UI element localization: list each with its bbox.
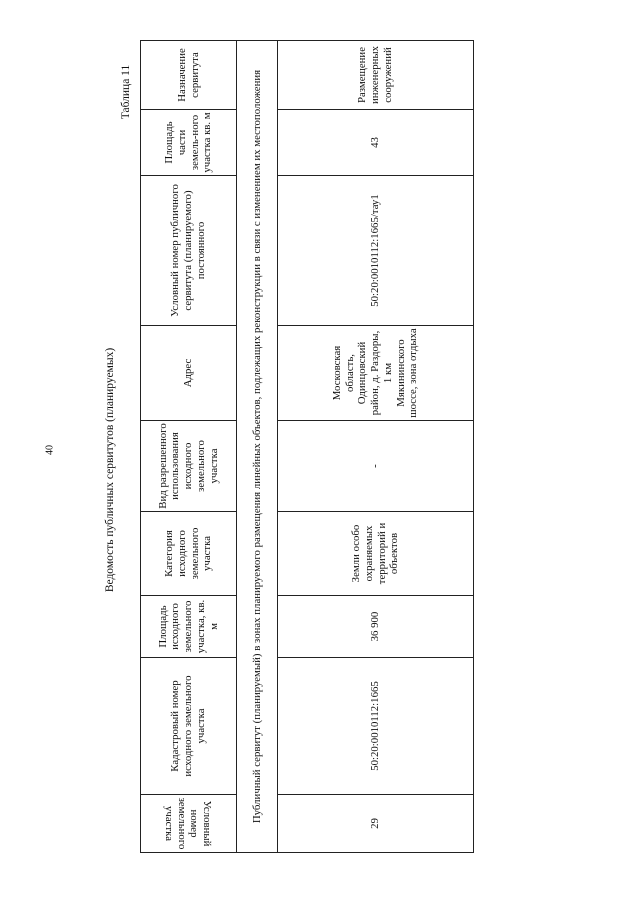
cell-part-area: 43 [278,110,474,176]
header-permitted-use: Вид разрешенного использования исходного земельного участка [141,421,237,512]
table-label: Таблица 11 [120,64,132,120]
table-row [278,41,474,853]
cell-address: Московская область, Одинцовский район, д. Раздоры, 1 км Мякининского шоссе, зона отдыха [278,326,474,421]
table-header-row [141,41,237,853]
header-servitude-number: Условный номер публичного сервитута (планируемого) постоянного [141,176,237,326]
cell-plot-area: 36 900 [278,596,474,658]
header-land-category: Категория исходного земельного участка [141,512,237,596]
cell-land-category: Земли особо охраняемых территорий и объектов [278,512,474,596]
header-part-area: Площадь части земель-ного участка кв. м [141,110,237,176]
servitude-table-container [140,41,470,853]
header-address: Адрес [141,326,237,421]
cell-cadastral-number: 50:20:0010112:1665 [278,658,474,795]
page-number: 40 [44,445,56,455]
document-title: Ведомость публичных сервитутов (планируемых) [104,347,116,593]
servitude-table [140,40,474,853]
cell-permitted-use: - [278,421,474,512]
header-plot-number: Условный номер земельного участка [141,795,237,853]
section-row [237,41,278,853]
cell-servitude-purpose: Размещение инженерных сооружений [278,41,474,110]
header-cadastral-number: Кадастровый номер исходного земельного участка [141,658,237,795]
header-plot-area: Площадь исходного земельного участка, кв. м [141,596,237,658]
header-servitude-purpose: Назначение сервитута [141,41,237,110]
cell-plot-number: 29 [278,795,474,853]
cell-servitude-number: 50:20:0010112:1665/тау1 [278,176,474,326]
section-title: Публичный сервитут (планируемый) в зонах планируемого размещения линейных объектов, подлежащих реконструкции в связи с изменением их местоположения [237,41,278,853]
